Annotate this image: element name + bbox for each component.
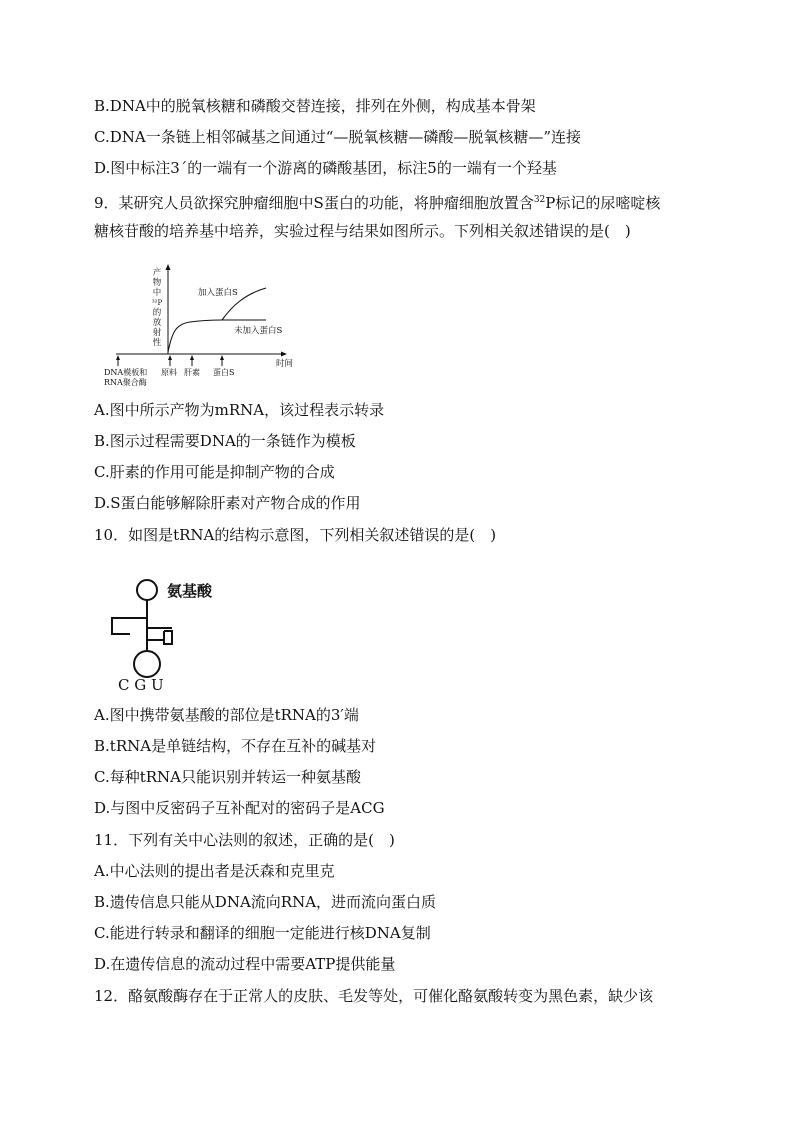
y-axis-label — [152, 267, 163, 348]
q9-option-b: B.图示过程需要DNA的一条链作为模板 — [94, 432, 356, 450]
arrow-label-protein-s: 蛋白S — [213, 368, 235, 377]
q10-option-d: D.与图中反密码子互补配对的密码子是ACG — [94, 799, 385, 817]
q8-option-c: C.DNA一条链上相邻碱基之间通过“—脱氧核糖—磷酸—脱氧核糖—”连接 — [94, 128, 582, 146]
arrow-label-rna-polymerase: RNA聚合酶 — [104, 378, 147, 387]
amino-acid-circle — [137, 580, 157, 600]
q9-stem-line1: 9．某研究人员欲探究肿瘤细胞中S蛋白的功能，将肿瘤细胞放置含$^{32}$P标记的尿嘧啶核 — [94, 194, 661, 212]
anticodon-loop — [134, 651, 160, 677]
label-without-s: 未加入蛋白S — [234, 326, 283, 336]
q10-option-c: C.每种tRNA只能识别并转运一种氨基酸 — [94, 768, 361, 786]
q8-option-b: B.DNA中的脱氧核糖和磷酸交替连接，排列在外侧，构成基本骨架 — [94, 97, 536, 115]
q10-option-b: B.tRNA是单链结构，不存在互补的碱基对 — [94, 737, 377, 755]
anticodon-label: C G U — [118, 676, 164, 694]
arrow-label-dna-template: DNA模板和 — [104, 368, 148, 377]
y-label-char: 产 — [152, 268, 162, 278]
y-label-char: ³²P — [151, 299, 163, 307]
y-label-char: 物 — [152, 278, 162, 288]
x-axis-label: 时间 — [276, 359, 294, 369]
q9-option-a: A.图中所示产物为mRNA，该过程表示转录 — [94, 401, 385, 419]
y-label-char: 放 — [152, 318, 162, 328]
q12-stem-line1: 12．酪氨酸酶存在于正常人的皮肤、毛发等处，可催化酪氨酸转变为黑色素，缺少该 — [94, 987, 654, 1005]
amino-acid-label: 氨基酸 — [167, 582, 213, 600]
q9-option-d: D.S蛋白能够解除肝素对产物合成的作用 — [94, 494, 361, 512]
curve-without-s — [168, 320, 266, 352]
q11-option-d: D.在遗传信息的流动过程中需要ATP提供能量 — [94, 955, 396, 973]
label-with-s: 加入蛋白S — [198, 288, 238, 298]
q9-radioactivity-graph — [100, 262, 300, 392]
y-label-char: 的 — [152, 308, 162, 318]
y-label-char: 性 — [152, 338, 162, 348]
q10-trna-diagram — [104, 574, 244, 694]
y-label-char: 中 — [152, 288, 162, 298]
arrow-label-heparin: 肝素 — [184, 368, 200, 377]
q11-option-a: A.中心法则的提出者是沃森和克里克 — [94, 862, 335, 880]
arrow-label-raw-material: 原料 — [161, 368, 177, 377]
q9-stem-line2: 糖核苷酸的培养基中培养，实验过程与结果如图所示。下列相关叙述错误的是( ) — [94, 222, 631, 240]
q10-stem: 10．如图是tRNA的结构示意图，下列相关叙述错误的是( ) — [94, 526, 497, 544]
q9-option-c: C.肝素的作用可能是抑制产物的合成 — [94, 463, 335, 481]
q11-option-b: B.遗传信息只能从DNA流向RNA，进而流向蛋白质 — [94, 893, 437, 911]
y-label-char: 射 — [152, 328, 162, 338]
q10-option-a: A.图中携带氨基酸的部位是tRNA的3′端 — [94, 706, 359, 724]
q8-option-d: D.图中标注3´的一端有一个游离的磷酸基团，标注5的一端有一个羟基 — [94, 159, 557, 177]
q11-option-c: C.能进行转录和翻译的细胞一定能进行核DNA复制 — [94, 924, 431, 942]
q11-stem: 11．下列有关中心法则的叙述，正确的是( ) — [94, 831, 395, 849]
